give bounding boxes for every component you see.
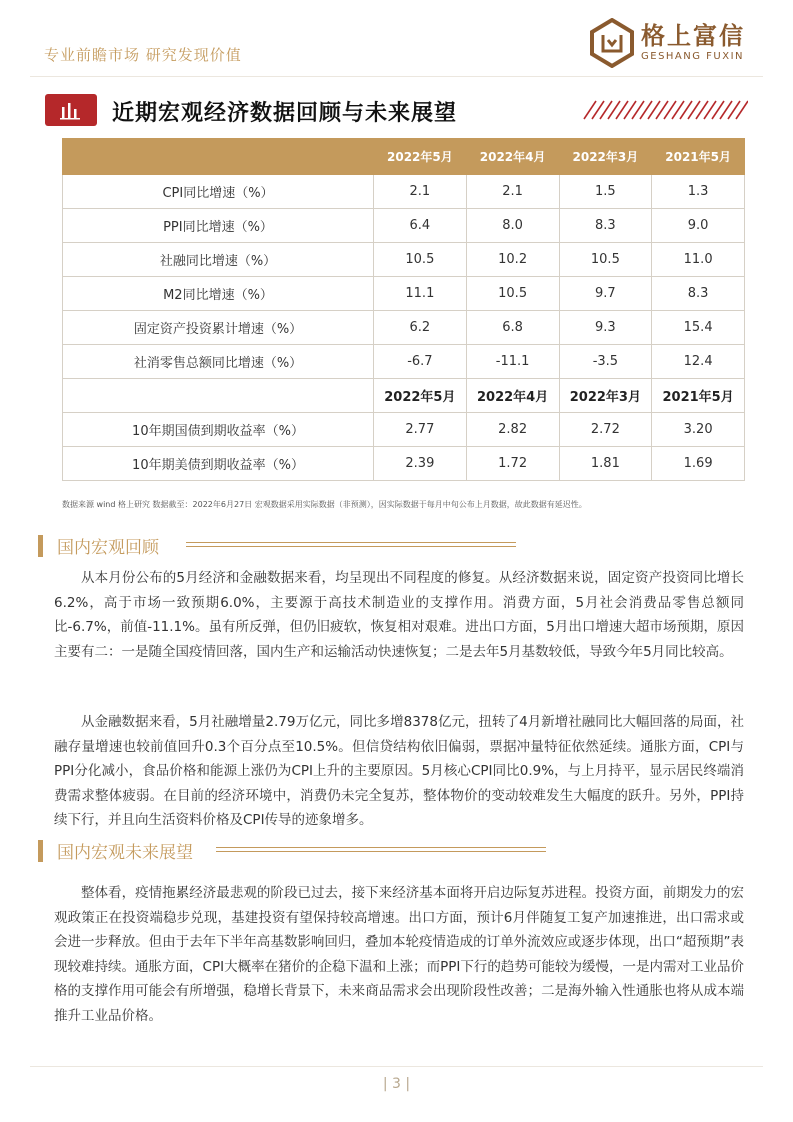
table-subheader-cell: 2022年4月 [466, 379, 559, 413]
paragraph: 整体看，疫情拖累经济最悲观的阶段已过去，接下来经济基本面将开启边际复苏进程。投资方面，前期发力的宏观政策正在投资端稳步兑现，基建投资有望保持较高增速。出口方面，预计6月伴随复工复产加速推进，出口需求或会进一步释放。但由于去年下半年高基数影响回归，叠加本轮疫情造成的订单外流效应或逐步体现，出口“超预期”表现较难持续。通胀方面，CPI大概率在猪价的企稳下温和上涨；而PPI下行的趋势可能较为缓慢，一是内需对工业品价格的支撑作用可能会有所增强，稳增长背景下，未来商品需求会出现阶段性改善；二是海外输入性通胀也将从成本端推升工业品价格。 [54, 885, 744, 1024]
row-label: CPI同比增速（%） [63, 175, 374, 209]
row-label: M2同比增速（%） [63, 277, 374, 311]
table-cell: 2.77 [374, 413, 467, 447]
page-number: | 3 | [382, 1076, 411, 1092]
table-cell: 10.5 [559, 243, 652, 277]
table-subheader-cell: 2022年3月 [559, 379, 652, 413]
table-cell: 2.1 [374, 175, 467, 209]
table-cell: 2.1 [466, 175, 559, 209]
table-row [63, 277, 745, 311]
table-cell: 10.5 [374, 243, 467, 277]
table-header-cell [63, 139, 374, 175]
table-cell: 9.0 [652, 209, 745, 243]
table-row [63, 413, 745, 447]
table-subheader-cell [63, 379, 374, 413]
table-cell: 1.5 [559, 175, 652, 209]
table-cell: 2.82 [466, 413, 559, 447]
table-cell: 6.2 [374, 311, 467, 345]
row-label: 社融同比增速（%） [63, 243, 374, 277]
table-row [63, 447, 745, 481]
logo-name-en: GESHANG FUXIN [641, 51, 745, 62]
table-header-cell: 2021年5月 [652, 139, 745, 175]
row-label: 固定资产投资累计增速（%） [63, 311, 374, 345]
row-label: 10年期美债到期收益率（%） [63, 447, 374, 481]
section-rule [216, 847, 546, 852]
table-header-cell: 2022年5月 [374, 139, 467, 175]
table-cell: 9.7 [559, 277, 652, 311]
table-header-cell: 2022年3月 [559, 139, 652, 175]
table-cell: 1.72 [466, 447, 559, 481]
paragraph: 从金融数据来看，5月社融增量2.79万亿元，同比多增8378亿元，扭转了4月新增社融同比大幅回落的局面，社融存量增速也较前值回升0.3个百分点至10.5%。但信贷结构依旧偏弱，票据冲量特征依然延续。通胀方面，CPI与PPI分化减小，食品价格和能源上涨仍为CPI上升的主要原因。5月核心CPI同比0.9%，与上月持平，显示居民终端消费需求整体疲弱。在目前的经济环境中，消费仍未完全复苏，整体物价的变动较难发生大幅度的跃升。另外，PPI持续下行，并且向生活资料价格及CPI传导的迹象增多。 [54, 714, 744, 828]
header-slogan: 专业前瞻市场 研究发现价值 [44, 46, 242, 64]
table-cell: 3.20 [652, 413, 745, 447]
table-row [63, 209, 745, 243]
table-subheader-row [63, 379, 745, 413]
table-row [63, 243, 745, 277]
macro-data-table [62, 138, 745, 481]
page-title: 近期宏观经济数据回顾与未来展望 [112, 101, 458, 126]
table-cell: 11.0 [652, 243, 745, 277]
company-logo [589, 18, 745, 68]
section-title: 国内宏观回顾 [57, 538, 159, 558]
row-label: 社消零售总额同比增速（%） [63, 345, 374, 379]
table-cell: 8.3 [559, 209, 652, 243]
row-label: PPI同比增速（%） [63, 209, 374, 243]
footer-divider [30, 1066, 763, 1067]
table-cell: 9.3 [559, 311, 652, 345]
decorative-hatch [582, 100, 748, 120]
row-label: 10年期国债到期收益率（%） [63, 413, 374, 447]
logo-name-cn: 格上富信 [641, 22, 745, 50]
table-subheader-cell: 2022年5月 [374, 379, 467, 413]
section-marker [38, 535, 43, 557]
table-subheader-cell: 2021年5月 [652, 379, 745, 413]
table-cell: 8.0 [466, 209, 559, 243]
paragraph: 从本月份公布的5月经济和金融数据来看，均呈现出不同程度的修复。从经济数据来说，固定资产投资同比增长6.2%，高于市场一致预期6.0%，主要源于高技术制造业的支撑作用。消费方面，5月社会消费品零售总额同比-6.7%，前值-11.1%。虽有所反弹，但仍旧疲软，恢复相对艰难。进出口方面，5月出口增速大超市场预期，原因主要有二：一是随全国疫情回落，国内生产和运输活动快速恢复；二是去年5月基数较低，导致今年5月同比较高。 [54, 570, 744, 660]
logo-hexagon-icon [589, 18, 635, 68]
table-cell: 10.2 [466, 243, 559, 277]
section-marker [38, 840, 43, 862]
section-rule [186, 542, 516, 547]
source-note: 数据来源 wind 格上研究 数据截至：2022年6月27日 宏观数据采用实际数据（非预测），因实际数据于每月中旬公布上月数据，故此数据有延迟性。 [62, 500, 587, 509]
section-title: 国内宏观未来展望 [57, 843, 193, 863]
table-cell: 1.81 [559, 447, 652, 481]
table-cell: -6.7 [374, 345, 467, 379]
table-cell: 12.4 [652, 345, 745, 379]
table-header-cell: 2022年4月 [466, 139, 559, 175]
table-cell: -3.5 [559, 345, 652, 379]
table-cell: 1.69 [652, 447, 745, 481]
table-cell: 6.4 [374, 209, 467, 243]
table-cell: 8.3 [652, 277, 745, 311]
table-row [63, 175, 745, 209]
table-cell: 11.1 [374, 277, 467, 311]
table-cell: 1.3 [652, 175, 745, 209]
section-heading-outlook [38, 838, 193, 863]
table-row [63, 311, 745, 345]
section-heading-review [38, 533, 159, 558]
table-cell: 15.4 [652, 311, 745, 345]
header-divider [30, 76, 763, 77]
table-cell: -11.1 [466, 345, 559, 379]
table-row [63, 345, 745, 379]
bar-chart-icon [45, 94, 97, 126]
table-cell: 2.39 [374, 447, 467, 481]
table-header-row [63, 139, 745, 175]
table-cell: 6.8 [466, 311, 559, 345]
table-cell: 10.5 [466, 277, 559, 311]
table-cell: 2.72 [559, 413, 652, 447]
